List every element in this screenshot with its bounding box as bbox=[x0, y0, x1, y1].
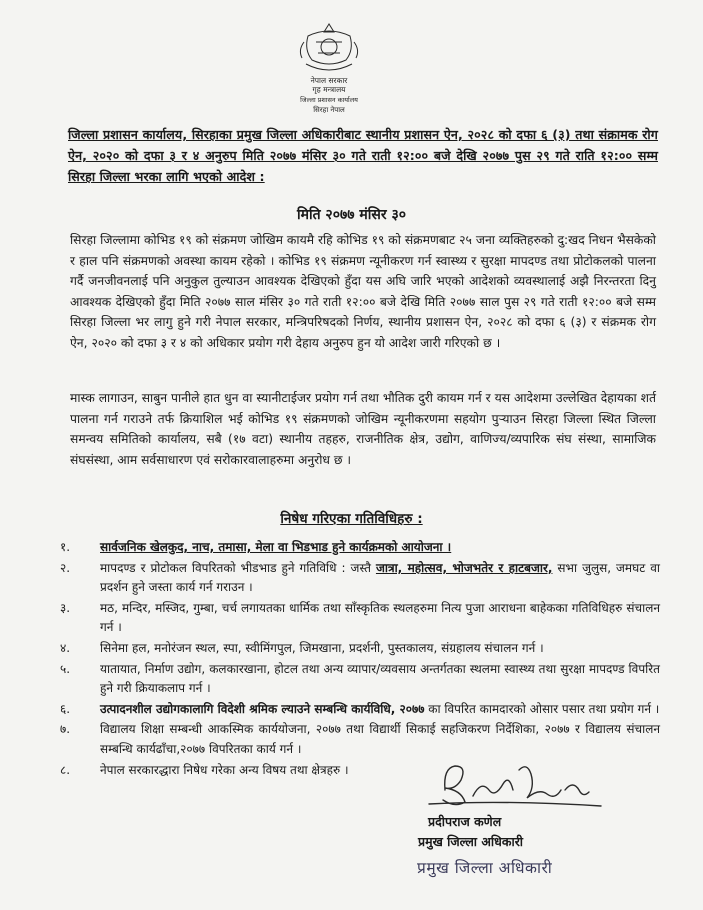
list-item bbox=[60, 660, 660, 699]
order-paragraph-2: मास्क लागाउन, साबुन पानीले हात धुन वा स्यानीटाईजर प्रयोग गर्न तथा भौतिक दुरी कायम गर्न र यस आदेशमा उल्लेखित देहायका शर्त पालना गर्न गराउने तर्फ क्रियाशिल भई कोभिड १९ संक्रमणको जोखिम न्यूनीकरणमा सहयोग पुर्‍याउन सिरहा जिल्ला स्थित जिल्ला समन्वय समितिको कार्यालय, सबै (१७ वटा) स्थानीय तहहरु, राजनीतिक क्षेत्र, उद्योग, वाणिज्य/व्यपारिक संघ संस्था, सामाजिक संघसंस्था, आम सर्वसाधारण एवं सरोकारवालाहरुमा अनुरोध छ । bbox=[70, 391, 656, 467]
signatory-title: प्रमुख जिल्ला अधिकारी bbox=[418, 834, 524, 849]
order-header: जिल्ला प्रशासन कार्यालय, सिरहाका प्रमुख जिल्ला अधिकारीबाट स्थानीय प्रशासन ऐन, २०२८ को दफा ६ (३) तथा संक्रामक रोग ऐन, २०२० को दफा ३ र ४ अनुरुप मिति २०७७ मंसिर ३० गते राती १२:०० बजे देखि २०७७ पुस २९ गते राति १२:०० सम्म सिरहा जिल्ला भरका लागि भएको आदेश : bbox=[68, 127, 658, 184]
svg-text:गृह मन्त्रालय: गृह मन्त्रालय bbox=[312, 85, 346, 94]
item-text-post: का विपरित कामदारको ओसार पसार तथा प्रयोग गर्न । bbox=[424, 701, 660, 716]
item-text: यातायात, निर्माण उद्योग, कलकारखाना, होटल तथा अन्य व्यापार/व्यवसाय अन्तर्गतका स्थलमा स्वास्थ्य तथा सुरक्षा मापदण्ड विपरित हुने गरी क्रियाकलाप गर्न । bbox=[100, 661, 660, 696]
item-number: २. bbox=[60, 560, 71, 575]
item-number: ४. bbox=[60, 640, 71, 655]
item-number: ७. bbox=[60, 722, 71, 737]
item-text: मठ, मन्दिर, मस्जिद, गुम्बा, चर्च लगायतका धार्मिक तथा साँस्कृतिक स्थलहरुमा नित्य पुजा आराधना बाहेकका गतिविधिहरु संचालन गर्न । bbox=[100, 600, 660, 635]
item-text: नेपाल सरकारद्धारा निषेध गरेका अन्य विषय तथा क्षेत्रहरु । bbox=[100, 762, 349, 777]
item-number: ३. bbox=[60, 600, 71, 615]
signatory-name: प्रदीपराज कणेल bbox=[428, 814, 502, 829]
order-date: मिति २०७७ मंसिर ३० bbox=[296, 207, 407, 223]
item-text-pre: मापदण्ड र प्रोटोकल विपरितको भीडभाड हुने गतिविधि : जस्तै bbox=[100, 560, 376, 575]
list-item bbox=[60, 700, 660, 720]
item-text: सार्वजनिक खेलकुद, नाच, तमासा, मेला वा भिडभाड हुने कार्यक्रमको आयोजना । bbox=[100, 540, 452, 554]
government-seal-icon bbox=[286, 20, 372, 120]
item-text-post: सभा जुलुस, जमघट वा प्रदर्शन हुने जस्ता कार्य गर्न गराउन । bbox=[100, 560, 660, 595]
prohibited-activities-heading-text: निषेध गरिएका गतिविधिहरु : bbox=[280, 511, 423, 527]
list-item bbox=[60, 538, 660, 558]
list-item bbox=[60, 720, 660, 759]
item-text-emphasis: जात्रा, महोत्सव, भोजभतेर र हाटबजार, bbox=[375, 560, 553, 575]
prohibited-activities-heading bbox=[0, 508, 703, 527]
list-item bbox=[60, 559, 660, 598]
svg-text:नेपाल सरकार: नेपाल सरकार bbox=[310, 76, 348, 85]
official-stamp: प्रमुख जिल्ला अधिकारी bbox=[417, 859, 553, 877]
prohibited-activities-list bbox=[60, 538, 660, 781]
list-item bbox=[60, 639, 660, 659]
item-text: सिनेमा हल, मनोरंजन स्थल, स्पा, स्वीमिंगपुल, जिमखाना, प्रदर्शनी, पुस्तकालय, संग्रहालय संचालन गर्न । bbox=[100, 640, 544, 655]
svg-text:सिरहा नेपाल: सिरहा नेपाल bbox=[313, 106, 345, 114]
item-text-bold: उत्पादनशील उद्योगकालागि विदेशी श्रमिक ल्याउने सम्बन्धि कार्यविधि, २०७७ bbox=[100, 701, 425, 716]
list-item bbox=[60, 599, 660, 638]
svg-text:जिल्ला प्रशासन कार्यालय: जिल्ला प्रशासन कार्यालय bbox=[300, 96, 358, 104]
order-paragraph-1: सिरहा जिल्लामा कोभिड १९ को संक्रमण जोखिम कायमै रहि कोभिड १९ को संक्रमणबाट २५ जना व्यक्तिहरुको दु:खद निधन भैसकेको र हाल पनि संक्रमणको अवस्था कायम रहेको । कोभिड १९ संक्रमण न्यूनीकरण गर्न स्वास्थ्य र सुरक्षा मापदण्ड तथा प्रोटोकलको पालना गर्दै जनजीवनलाई पनि अनुकुल तुल्याउन आवश्यक देखिएको हुँदा यस अघि जारि भएको आदेशको व्यवस्थालाई अझै निरन्तरता दिनु आवश्यक देखिएको हुँदा मिति २०७७ साल मंसिर ३० गते राती १२:०० बजे देखि मिति २०७७ साल पुस २९ गते राती १२:०० बजे सम्म सिरहा जिल्ला भर लागु हुने गरी नेपाल सरकार, मन्त्रिपरिषदको निर्णय, स्थानीय प्रशासन ऐन, २०२८ को दफा ६ (३) र संक्रमक रोग ऐन, २०२० को दफा ३ र ४ को अधिकार प्रयोग गरी देहाय अनुरुप हुन यो आदेश जारी गरिएको छ । bbox=[70, 233, 656, 350]
item-number: ६. bbox=[60, 701, 71, 716]
item-number: ५. bbox=[60, 661, 71, 676]
item-number: ८. bbox=[60, 762, 71, 777]
item-text: विद्यालय शिक्षा सम्बन्धी आकस्मिक कार्ययोजना, २०७७ तथा विद्यार्थी सिकाई सहजिकरण निर्देशिका, २०७७ र विद्यालय संचालन सम्बन्धि कार्यढाँचा,२०७७ विपरितका कार्य गर्न । bbox=[100, 722, 660, 756]
item-number: १. bbox=[60, 540, 71, 554]
handwritten-signature-icon bbox=[415, 760, 605, 816]
